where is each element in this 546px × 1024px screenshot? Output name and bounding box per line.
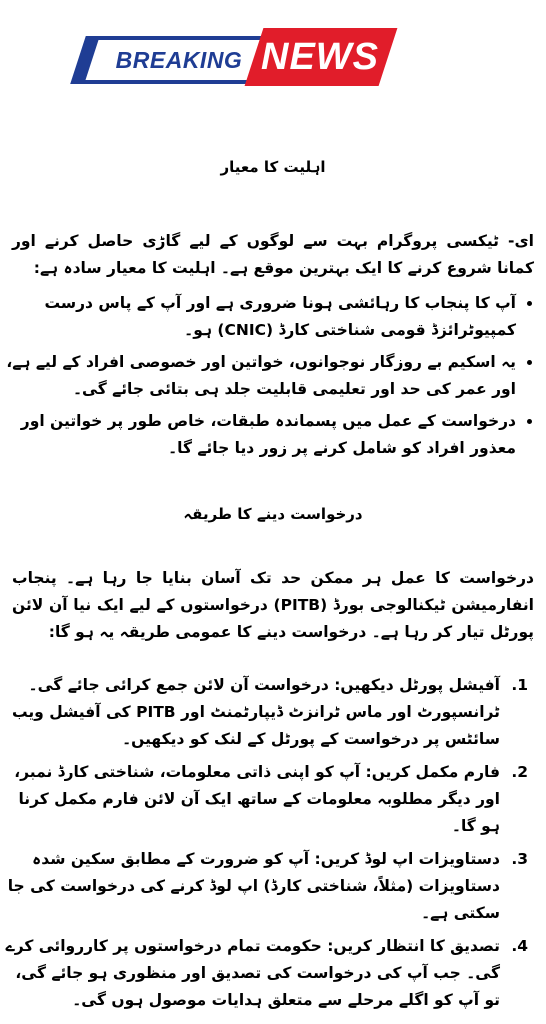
list-item: • یہ اسکیم بے روزگار نوجوانوں، خواتین اور خصوصی افراد کے لیے ہے، اور عمر کی حد اور تعلیمی قابلیت جلد ہی بتائی جائے گی۔ bbox=[6, 349, 516, 403]
eligibility-intro: ای- ٹیکسی پروگرام بہت سے لوگوں کے لیے گاڑی حاصل کرنے اور کمانا شروع کرنے کا ایک بہترین موقع ہے۔ اہلیت کا معیار سادہ ہے: bbox=[12, 232, 534, 277]
breaking-news-banner bbox=[78, 28, 390, 86]
application-intro: درخواست کا عمل ہر ممکن حد تک آسان بنایا جا رہا ہے۔ پنجاب انفارمیشن ٹیکنالوجی بورڈ (PITB) درخواستوں کے لیے ایک نیا آن لائن پورٹل تیار کر رہا ہے۔ درخواست دینے کا عمومی طریقہ یہ ہو گا: bbox=[12, 569, 534, 641]
list-item: 2. فارم مکمل کریں: آپ کو اپنی ذاتی معلومات، شناختی کارڈ نمبر، اور دیگر مطلوبہ معلومات کے ساتھ ایک آن لائن فارم مکمل کرنا ہو گا۔ bbox=[1, 759, 506, 840]
list-item: 3. دستاویزات اپ لوڈ کریں: آپ کو ضرورت کے مطابق سکین شدہ دستاویزات (مثلاً، شناختی کارڈ) اپ لوڈ کرنے کی درخواست کی جا سکتی ہے۔ bbox=[1, 846, 506, 927]
eligibility-heading: اہلیت کا معیار bbox=[220, 158, 326, 176]
list-item: 4. تصدیق کا انتظار کریں: حکومت تمام درخواستوں پر کارروائی کرے گی۔ جب آپ کی درخواست کی تصدیق اور منظوری ہو جائے گی، تو آپ کو اگلے مرحلے سے متعلق ہدایات موصول ہوں گی۔ bbox=[1, 933, 506, 1014]
application-heading: درخواست دینے کا طریقہ bbox=[183, 505, 363, 523]
list-item: • درخواست کے عمل میں پسماندہ طبقات، خاص طور پر خواتین اور معذور افراد کو شامل کرنے پر زور دیا جائے گا۔ bbox=[6, 408, 516, 462]
eligibility-list bbox=[6, 290, 536, 467]
list-item: • آپ کا پنجاب کا رہائشی ہونا ضروری ہے اور آپ کے پاس درست کمپیوٹرائزڈ قومی شناختی کارڈ (CNIC) ہو۔ bbox=[6, 290, 516, 344]
application-steps bbox=[1, 672, 534, 1020]
banner-news-text: NEWS bbox=[261, 36, 379, 78]
list-item: 1. آفیشل پورٹل دیکھیں: درخواست آن لائن جمع کرائی جائے گی۔ ٹرانسپورٹ اور ماس ٹرانزٹ ڈیپارٹمنٹ اور PITB کی آفیشل ویب سائٹس پر درخواست کے پورٹل کے لنک کو دیکھیں۔ bbox=[1, 672, 506, 753]
banner-breaking-text: BREAKING bbox=[115, 47, 243, 73]
